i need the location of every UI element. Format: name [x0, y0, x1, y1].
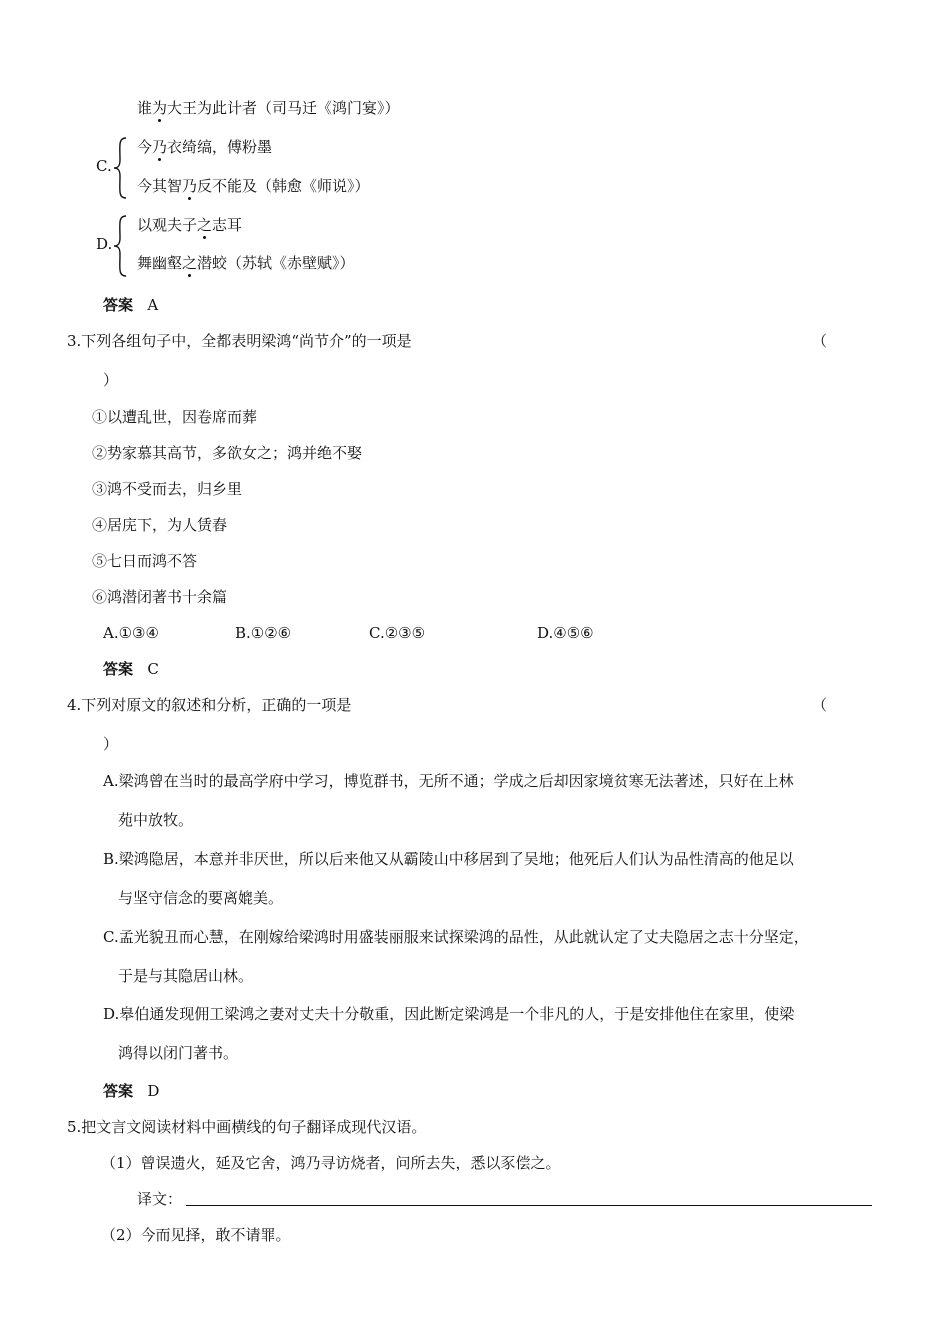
emphasis-char: 乃 [182, 177, 198, 195]
q4-option-b-line-1: B.梁鸿隐居，本意并非厌世，所以后来他又从霸陵山中移居到了吴地；他死后人们认为品性清高的他足以 [103, 850, 794, 868]
option-c-line-2: 今其智乃反不能及（韩愈《师说》） [137, 177, 370, 195]
q3-item: ①以遭乱世，因卷席而葬 [92, 408, 258, 426]
q4-paren-open: （ [812, 696, 828, 714]
emphasis-char: 为 [152, 99, 168, 117]
q4-option-b-line-2: 与坚守信念的要离媲美。 [118, 889, 284, 907]
option-d-line-2: 舞幽壑之潜蛟（苏轼《赤壁赋》） [137, 254, 355, 272]
q3-item: ②势家慕其高节，多欲女之；鸿并绝不娶 [92, 444, 363, 462]
q3-item: ④居庑下，为人赁舂 [92, 516, 228, 534]
translation-answer-line[interactable] [186, 1205, 872, 1206]
q3-paren-close: ） [103, 371, 119, 389]
q3-item: ③鸿不受而去，归乡里 [92, 480, 243, 498]
q4-option-a-line-2: 苑中放牧。 [118, 811, 194, 829]
q3-stem: 3.下列各组句子中，全都表明梁鸿“尚节介”的一项是 [67, 332, 412, 350]
q5-stem: 5.把文言文阅读材料中画横线的句子翻译成现代汉语。 [67, 1118, 427, 1136]
q3-option-b: B.①②⑥ [235, 624, 292, 642]
emphasis-char: 之 [182, 254, 198, 272]
left-brace-icon [112, 136, 128, 200]
q4-option-c-line-1: C.孟光貌丑而心慧，在刚嫁给梁鸿时用盛装丽服来试探梁鸿的品性，从此就认定了丈夫隐居之志十分坚定， [103, 928, 809, 946]
q4-answer: 答案 D [103, 1082, 160, 1100]
option-d-line-1: 以观夫子之志耳 [137, 216, 243, 234]
option-c-line-1: 今乃衣绮缟，傅粉墨 [137, 138, 273, 156]
q5-sentence-2: （2）今而见择，敢不请罪。 [101, 1226, 291, 1244]
q3-item: ⑥鸿潜闭著书十余篇 [92, 588, 228, 606]
q4-option-a-line-1: A.梁鸿曾在当时的最高学府中学习，博览群书，无所不通；学成之后却因家境贫寒无法著述，只好在上林 [103, 772, 794, 790]
q3-option-d: D.④⑤⑥ [537, 624, 594, 642]
q4-option-c-line-2: 于是与其隐居山林。 [118, 967, 254, 985]
q2-answer: 答案 A [103, 296, 159, 314]
option-c-label: C. [96, 157, 112, 175]
left-brace-icon [112, 214, 128, 278]
translation-label: 译文： [137, 1190, 183, 1208]
q4-stem: 4.下列对原文的叙述和分析，正确的一项是 [67, 696, 352, 714]
q3-item: ⑤七日而鸿不答 [92, 552, 198, 570]
option-d-label: D. [96, 235, 113, 253]
q4-option-d-line-2: 鸿得以闭门著书。 [118, 1044, 239, 1062]
q3-option-a: A.①③④ [103, 624, 159, 642]
emphasis-char: 乃 [152, 138, 168, 156]
q3-answer: 答案 C [103, 660, 159, 678]
q4-paren-close: ） [103, 735, 119, 753]
q3-option-c: C.②③⑤ [369, 624, 426, 642]
emphasis-char: 之 [197, 216, 213, 234]
q3-paren-open: （ [812, 332, 828, 350]
q4-option-d-line-1: D.皋伯通发现佣工梁鸿之妻对丈夫十分敬重，因此断定梁鸿是一个非凡的人，于是安排他住在家里，使梁 [103, 1005, 795, 1023]
q5-sentence-1: （1）曾误遗火，延及它舍，鸿乃寻访烧者，问所去失，悉以豕偿之。 [101, 1154, 561, 1172]
q2-line-a: 谁为大王为此计者（司马迁《鸿门宴》） [137, 99, 400, 117]
